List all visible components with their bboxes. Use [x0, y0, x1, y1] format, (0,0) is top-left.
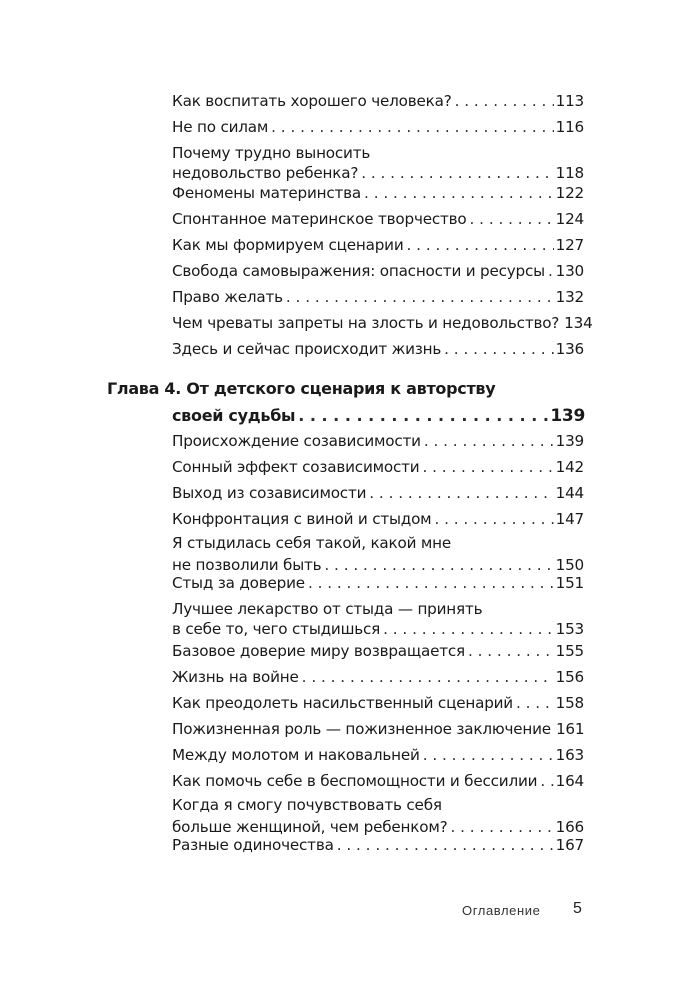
leader-dots — [422, 454, 553, 480]
toc-entry-title: Конфронтация с виной и стыдом — [172, 510, 432, 528]
leader-dots — [424, 428, 554, 454]
toc-entry-title: недовольство ребенка? — [172, 164, 359, 183]
toc-entry-page: 116 — [555, 118, 584, 136]
leader-dots — [407, 232, 554, 258]
toc-entry — [172, 310, 593, 336]
toc-entry-title: Жизнь на войне — [172, 668, 299, 686]
running-footer-label: Оглавление — [462, 903, 541, 918]
leader-dots — [548, 258, 554, 284]
toc-entry-page: 127 — [555, 236, 584, 254]
toc-entry — [172, 206, 584, 232]
toc-entry-page: 139 — [555, 432, 584, 450]
toc-entry-title: Здесь и сейчас происходит жизнь — [172, 340, 442, 358]
toc-entry-title: Между молотом и наковальней — [172, 746, 420, 764]
toc-entry — [172, 664, 584, 690]
toc-entry-title-line1: Почему трудно выносить — [172, 144, 371, 162]
leader-dots — [369, 480, 553, 506]
toc-entry-page: 124 — [555, 210, 584, 228]
leader-dots — [364, 180, 554, 206]
toc-entry-title: Право желать — [172, 288, 283, 306]
toc-entry-page: 164 — [555, 772, 584, 790]
toc-entry-title: Не по силам — [172, 118, 269, 136]
toc-entry-page: 167 — [555, 836, 584, 854]
toc-entry — [172, 506, 584, 532]
toc-entry-page: 142 — [555, 458, 584, 476]
toc-entry-page: 144 — [555, 484, 584, 502]
chapter-title-line2: своей судьбы — [172, 406, 296, 425]
toc-entry-page: 156 — [555, 668, 584, 686]
leader-dots — [455, 88, 554, 114]
toc-entry-title: Как помочь себе в беспомощности и бессилии — [172, 772, 538, 790]
toc-entry-title: Как воспитать хорошего человека? — [172, 92, 452, 110]
toc-entry-title-line1: Когда я смогу почувствовать себя — [172, 796, 442, 814]
toc-entry-page: 132 — [555, 288, 584, 306]
toc-entry-title-line1: Лучшее лекарство от стыда — принять — [172, 600, 483, 618]
toc-entry-title: Пожизненная роль — пожизненное заключение — [172, 720, 551, 738]
leader-dots — [468, 638, 554, 664]
toc-entry-title: Сонный эффект созависимости — [172, 458, 420, 476]
toc-entry — [172, 690, 584, 716]
toc-entry — [172, 180, 584, 206]
chapter-heading — [107, 375, 585, 430]
toc-entry-title: Чем чреваты запреты на злость и недовольство? — [172, 314, 560, 332]
leader-dots — [470, 206, 554, 232]
toc-entry — [172, 232, 584, 258]
page-number: 5 — [573, 900, 582, 917]
toc-entry-page: 130 — [555, 262, 584, 280]
leader-dots — [308, 570, 554, 596]
toc-entry-page: 118 — [555, 164, 584, 183]
toc-entry — [172, 638, 584, 664]
toc-entry — [172, 596, 584, 643]
toc-entry-page: 161 — [555, 720, 585, 738]
toc-entry-page: 134 — [564, 314, 593, 332]
chapter-page: 139 — [550, 406, 585, 426]
toc-entry-page: 166 — [555, 818, 584, 837]
leader-dots — [337, 832, 554, 858]
toc-entry-title: не позволили быть — [172, 556, 322, 575]
toc-entry — [172, 832, 584, 858]
toc-entry-title: Разные одиночества — [172, 836, 334, 854]
leader-dots — [516, 690, 554, 716]
toc-entry — [172, 428, 584, 454]
toc-entry-title: больше женщиной, чем ребенком? — [172, 818, 448, 837]
toc-entry-page: 150 — [555, 556, 584, 575]
leader-dots — [286, 284, 554, 310]
toc-entry — [172, 716, 584, 742]
toc-entry-page: 153 — [555, 620, 584, 639]
toc-entry-page: 113 — [555, 92, 584, 110]
toc-entry-title: Выход из созависимости — [172, 484, 367, 502]
toc-entry-title: в себе то, чего стыдишься — [172, 620, 381, 639]
leader-dots — [444, 336, 553, 362]
leader-dots — [434, 506, 553, 532]
toc-entry — [172, 480, 584, 506]
toc-entry-title: Как преодолеть насильственный сценарий — [172, 694, 513, 712]
toc-entry-title: Как мы формируем сценарии — [172, 236, 404, 254]
toc-entry-title-line1: Я стыдилась себя такой, какой мне — [172, 534, 452, 552]
toc-entry-page: 151 — [555, 574, 584, 592]
leader-dots — [302, 664, 554, 690]
toc-entry-title: Спонтанное материнское творчество — [172, 210, 467, 228]
toc-entry — [172, 768, 584, 794]
toc-entry-title: Свобода самовыражения: опасности и ресурсы — [172, 262, 545, 280]
toc-entry-title: Стыд за доверие — [172, 574, 305, 592]
toc-entry — [172, 258, 584, 284]
leader-dots — [423, 742, 554, 768]
toc-entry — [172, 570, 584, 596]
toc-entry-page: 136 — [555, 340, 584, 358]
toc-entry — [172, 284, 584, 310]
toc-entry-title: Феномены материнства — [172, 184, 362, 202]
toc-entry — [172, 336, 584, 362]
leader-dots — [298, 402, 548, 429]
toc-entry-page: 158 — [555, 694, 584, 712]
toc-entry — [172, 742, 584, 768]
chapter-title-line1: Глава 4. От детского сценария к авторству — [107, 379, 496, 398]
toc-entry-page: 155 — [555, 642, 584, 660]
toc-entry-page: 122 — [555, 184, 584, 202]
toc-entry-page: 163 — [555, 746, 584, 764]
toc-entry-title: Происхождение созависимости — [172, 432, 421, 450]
leader-dots — [271, 114, 553, 140]
toc-entry — [172, 454, 584, 480]
toc-entry-page: 147 — [555, 510, 584, 528]
toc-entry-title: Базовое доверие миру возвращается — [172, 642, 465, 660]
toc-entry — [172, 114, 584, 140]
toc-entry — [172, 88, 584, 114]
leader-dots — [540, 768, 553, 794]
